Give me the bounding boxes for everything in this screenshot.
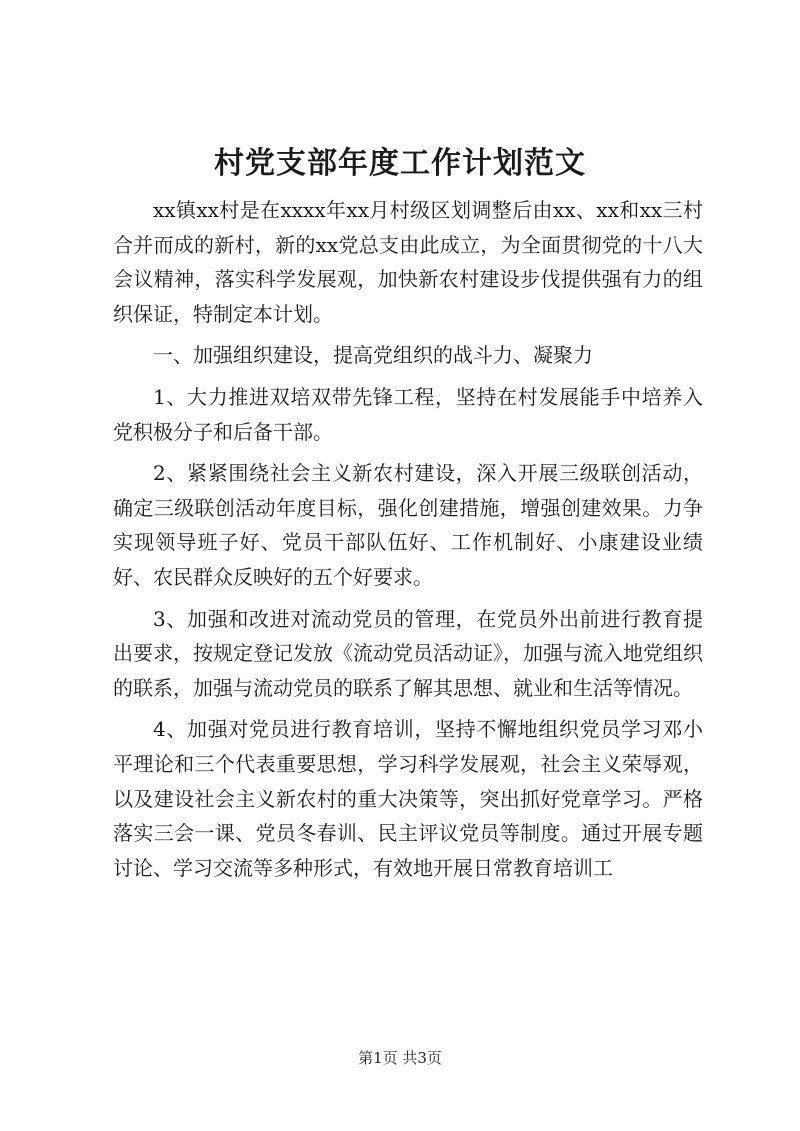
paragraph-item-1: 1、大力推进双培双带先锋工程，坚持在村发展能手中培养入党积极分子和后备干部。 [113,384,703,444]
document-title: 村党支部年度工作计划范文 [214,146,586,181]
paragraph-item-4: 4、加强对党员进行教育培训，坚持不懈地组织党员学习邓小平理论和三个代表重要思想，学习科学发展观，社会主义荣辱观，以及建设社会主义新农村的重大决策等，突出抓好党章学习。严格落实三会一课、党员冬春训、民主评议党员等制度。通过开展专题讨论、学习交流等多种形式，有效地开展日常教育培训工 [113,717,703,880]
page-number-footer: 第1页 共3页 [358,1049,442,1067]
section-heading: 一、加强组织建设，提高党组织的战斗力、凝聚力 [153,343,593,368]
paragraph-intro: xx镇xx村是在xxxx年xx月村级区划调整后由xx、xx和xx三村合并而成的新村，新的xx党总支由此成立，为全面贯彻党的十八大会议精神，落实科学发展观，加快新农村建设步伐提供强有力的组织保证，特制定本计划。 [113,198,703,326]
paragraph-item-3: 3、加强和改进对流动党员的管理，在党员外出前进行教育提出要求，按规定登记发放《流动党员活动证》，加强与流入地党组织的联系，加强与流动党员的联系了解其思想、就业和生活等情况。 [113,606,703,700]
document-body [113,193,703,885]
paragraph-item-2: 2、紧紧围绕社会主义新农村建设，深入开展三级联创活动，确定三级联创活动年度目标，强化创建措施，增强创建效果。力争实现领导班子好、党员干部队伍好、工作机制好、小康建设业绩好、农民群众反映好的五个好要求。 [113,461,703,589]
